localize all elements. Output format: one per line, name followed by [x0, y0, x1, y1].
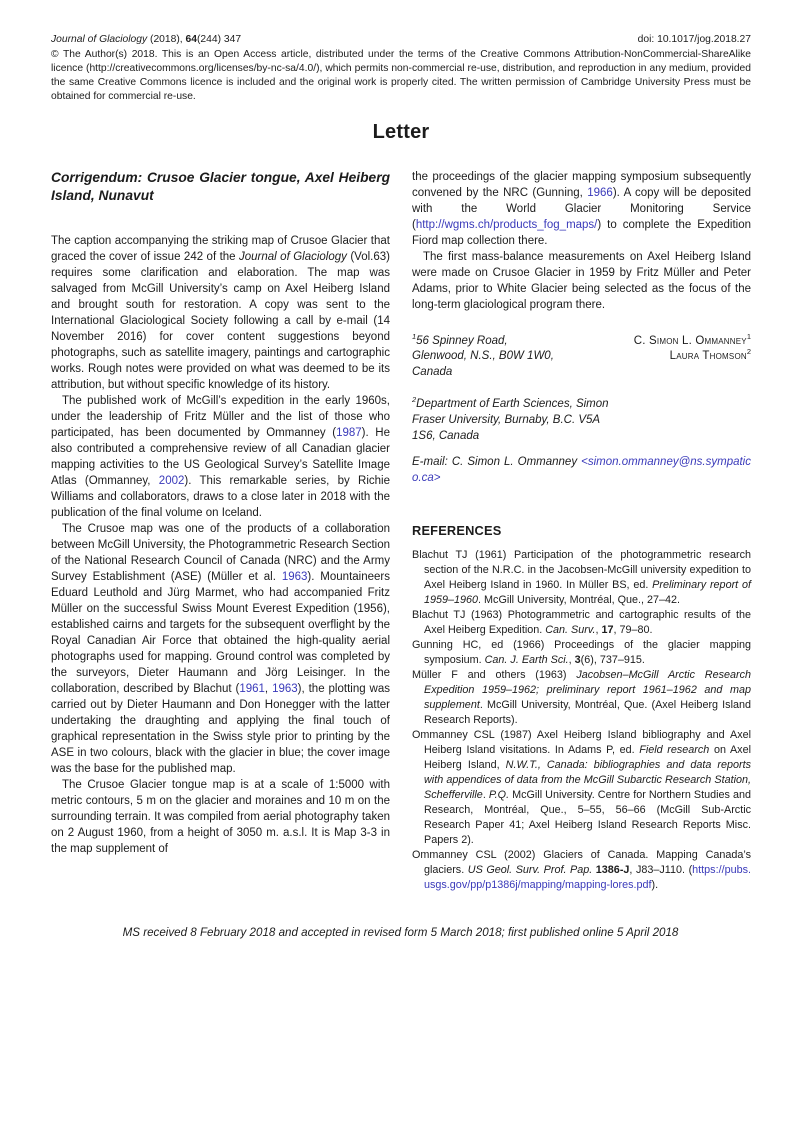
signature-block: [412, 331, 751, 487]
references-list: [412, 548, 751, 893]
address-line: Canada: [412, 365, 453, 378]
text-link[interactable]: 1963: [272, 682, 298, 695]
received-dates: MS received 8 February 2018 and accepted in revised form 5 March 2018; first published online 5 April 2018: [122, 926, 679, 939]
reference-item: Gunning HC, ed (1966) Proceedings of the glacier mapping symposium. Can. J. Earth Sci., 3(6), 737–915.: [412, 639, 751, 667]
text-link[interactable]: http://wgms.ch/products_fog_maps/: [415, 218, 598, 231]
paragraph: the proceedings of the glacier mapping symposium subsequently convened by the NRC (Gunning, 1966). A copy will be deposited with the World Glacier Monitoring Service (http://wgms.ch/products_fog_maps/) to complete the Expedition Fiord map collection there.: [412, 170, 751, 247]
text-link[interactable]: 2002: [158, 474, 185, 487]
reference-item: Ommanney CSL (1987) Axel Heiberg Island bibliography and Axel Heiberg Island visitations. In Adams P, ed. Field research on Axel Heiberg Island, N.W.T., Canada: bibliographies and data reports with appendices of data from the McGill Subarctic Research Station, Schefferville. P.Q. McGill University. Centre for Northern Studies and Research, Montréal, Que., 5–55, 56–66 (McGill Sub-Arctic Research Paper 41; Axel Heiberg Island Research Reports Misc. Papers 2).: [412, 729, 751, 847]
references-heading: REFERENCES: [412, 523, 502, 539]
reference-item: Ommanney CSL (2002) Glaciers of Canada. Mapping Canada’s glaciers. US Geol. Surv. Prof. Pap. 1386-J, J83–J110. (https://pubs.usgs.gov/pp/p1386j/mapping/mapping-lores.pdf).: [412, 849, 751, 892]
author-address: [412, 331, 554, 381]
email-line: E-mail: C. Simon L. Ommanney <simon.ommanney@ns.sympatico.ca>: [412, 456, 751, 484]
text-link[interactable]: <simon.ommanney@ns.sympatico.ca>: [412, 456, 751, 484]
reference-item: Blachut TJ (1961) Participation of the photogrammetric research section of the N.R.C. in the Jacobsen-McGill university expedition to Axel Heiberg Island in 1960. In Müller BS, ed. Preliminary report of 1959–1960. McGill University, Montréal, Que., 27–42.: [412, 549, 751, 607]
paragraph: The Crusoe Glacier tongue map is at a scale of 1:5000 with metric contours, 5 m on the glacier and moraines and 10 m on the surrounding terrain. It was compiled from aerial photography taken on 2 August 1960, from a height of 3050 m. a.s.l. It is Map 3-3 in the map supplement of: [51, 778, 390, 855]
affiliation-line: 1S6, Canada: [412, 429, 480, 442]
text-link[interactable]: 1961: [239, 682, 265, 695]
address-line: $^1$56 Spinney Road,: [412, 331, 508, 347]
author-names: [633, 331, 751, 381]
paragraph: The caption accompanying the striking map of Crusoe Glacier that graced the cover of issue 242 of the Journal of Glaciology (Vol.63) requires some clarification and elaboration. The map was salvaged from McGill University’s camp on Axel Heiberg Island and brought south for restoration. A copy was sent to the International Glaciological Society following a call by e-mail (14 November 2016) for cover content suggestions beyond photographs, such as satellite imagery, paintings and cartographic works. Rough notes were provided on what was deemed to be its attribution, but without specific knowledge of its history.: [51, 234, 390, 391]
text-link[interactable]: 1966: [587, 186, 613, 199]
doi: doi: 10.1017/jog.2018.27: [637, 34, 751, 45]
affiliation-line: Fraser University, Burnaby, B.C. V5A: [412, 414, 601, 426]
author-affiliation: [412, 397, 664, 444]
text-link[interactable]: https://pubs.usgs.gov/pp/p1386j/mapping/mapping-lores.pdf: [424, 864, 751, 892]
reference-item: Blachut TJ (1963) Photogrammetric and cartographic results of the Axel Heiberg Expedition. Can. Surv., 17, 79–80.: [412, 609, 751, 637]
address-line: Glenwood, N.S., B0W 1W0,: [412, 350, 554, 363]
copyright-notice: © The Author(s) 2018. This is an Open Access article, distributed under the terms of the Creative Commons Attribution-NonCommercial-ShareAlike licence (http://creativecommons.org/licenses/by-nc-sa/4.0/), which permits non-commercial re-use, distribution, and reproduction in any medium, provided the same Creative Commons licence is included and the original work is properly cited. The written permission of Cambridge University Press must be obtained for commercial re-use.: [51, 49, 751, 102]
author-name: C. Simon L. Ommanney$^1$: [633, 331, 751, 347]
text-link[interactable]: 1963: [281, 570, 308, 583]
reference-item: Müller F and others (1963) Jacobsen–McGill Arctic Research Expedition 1959–1962; preliminary report 1961–1962 and map supplement. McGill University, Montréal, Que. (Axel Heiberg Island Research Reports).: [412, 669, 751, 727]
article-title: Corrigendum: Crusoe Glacier tongue, Axel Heiberg Island, Nunavut: [51, 169, 390, 204]
journal-citation: Journal of Glaciology (2018), 64(244) 347: [51, 34, 242, 45]
paragraph: The first mass-balance measurements on Axel Heiberg Island were made on Crusoe Glacier in 1959 by Fritz Müller and Peter Adams, prior to White Glacier being selected as the focus of the long-term glaciological program there.: [412, 250, 751, 311]
right-column: [412, 169, 751, 894]
author-name: Laura Thomson$^2$: [669, 347, 751, 363]
paragraph: The published work of McGill’s expedition in the early 1960s, under the leadership of Fritz Müller and the list of those who participated, has been documented by Ommanney (1987). He also contributed a comprehensive review of all Canadian glacier mapping activities to the US Geological Survey’s Satellite Image Atlas (Ommanney, 2002). This remarkable series, by Richie Williams and collaborators, draws to a close later in 2018 with the publication of the final volume on Iceland.: [51, 394, 390, 519]
page-header: [51, 33, 751, 104]
affiliation-line: $^2$Department of Earth Sciences, Simon: [412, 395, 609, 411]
paragraph: The Crusoe map was one of the products of a collaboration between McGill University, the Photogrammetric Research Section of the National Research Council of Canada (NRC) and the Army Survey Establishment (ASE) (Müller et al. 1963). Mountaineers Eduard Leuthold and Jürg Marmet, who had accompanied Fritz Müller on the successful Swiss Mount Everest Expedition (1956), established cairns and targets for the subsequent overflight by the Royal Canadian Air Force that obtained the high-quality aerial photographs used for mapping. Ground control was completed by the surveyors, Dieter Haumann and Jörg Leisinger. In the collaboration, described by Blachut (1961, 1963), the plotting was carried out by Dieter Haumann and Don Honegger with the latter undertaking the draughting and applying the final touch of graphical representation in the Swiss style prior to printing by the ASE in two colours, black with the glacier in blue; the cover image was the base for the published map.: [51, 522, 390, 775]
text-link[interactable]: 1987: [336, 426, 362, 439]
article-body: [51, 169, 751, 894]
section-title: Letter: [372, 120, 430, 143]
left-column: [51, 169, 390, 894]
